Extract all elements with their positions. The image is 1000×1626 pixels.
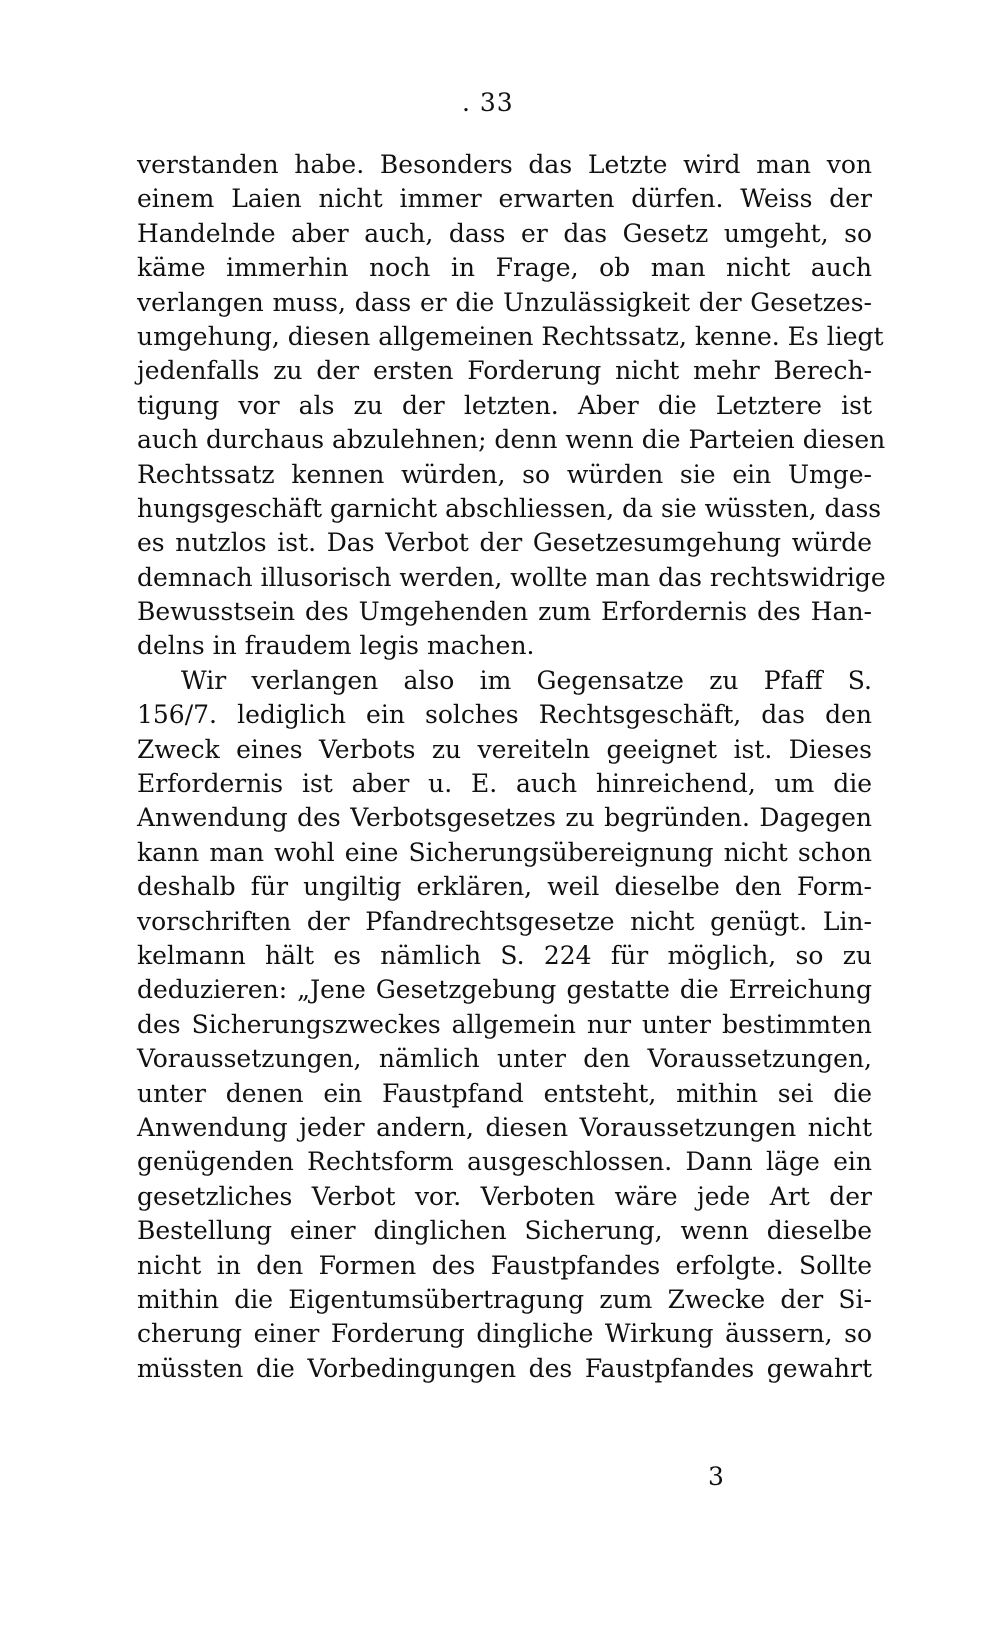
text-line: verlangen muss, dass er die Unzulässigkeit der Gesetzes- [137, 287, 872, 317]
text-line: käme immerhin noch in Frage, ob man nicht auch [137, 253, 872, 283]
text-line: Erfordernis ist aber u. E. auch hinreichend, um die [137, 769, 872, 799]
text-line: kelmann hält es nämlich S. 224 für möglich, so zu [137, 940, 872, 970]
signature-mark: 3 [708, 1462, 724, 1491]
text-line: Bewusstsein des Umgehenden zum Erfordernis des Han- [137, 597, 872, 627]
body-text [137, 148, 886, 1386]
text-line: 156/7. lediglich ein solches Rechtsgeschäft, das den [137, 700, 872, 730]
text-line: einem Laien nicht immer erwarten dürfen. Weiss der [137, 184, 872, 214]
text-line: Voraussetzungen, nämlich unter den Voraussetzungen, [137, 1044, 872, 1074]
text-line: Anwendung des Verbotsgesetzes zu begründen. Dagegen [137, 803, 872, 833]
text-line: kann man wohl eine Sicherungsübereignung nicht schon [137, 837, 872, 867]
text-line: deshalb für ungiltig erklären, weil dieselbe den Form- [137, 872, 872, 902]
text-line: jedenfalls zu der ersten Forderung nicht mehr Berech- [137, 356, 872, 386]
text-line: verstanden habe. Besonders das Letzte wird man von [137, 150, 872, 179]
text-line: vorschriften der Pfandrechtsgesetze nicht genügt. Lin- [137, 906, 872, 936]
text-line: gesetzliches Verbot vor. Verboten wäre jede Art der [137, 1181, 872, 1211]
text-line: hungsgeschäft garnicht abschliessen, da sie wüssten, dass [137, 493, 882, 523]
text-line: mithin die Eigentumsübertragung zum Zwecke der Si- [137, 1284, 872, 1314]
page-number: . 33 [462, 88, 514, 117]
text-line: umgehung, diesen allgemeinen Rechtssatz, kenne. Es liegt [137, 321, 884, 351]
text-line: es nutzlos ist. Das Verbot der Gesetzesumgehung würde [137, 528, 872, 558]
text-line: Rechtssatz kennen würden, so würden sie ein Umge- [137, 459, 872, 489]
text-line: des Sicherungszweckes allgemein nur unter bestimmten [137, 1009, 872, 1039]
text-line: deduzieren: „Jene Gesetzgebung gestatte die Erreichung [137, 975, 872, 1005]
text-line: tigung vor als zu der letzten. Aber die Letztere ist [137, 390, 872, 420]
text-line: demnach illusorisch werden, wollte man das rechtswidrige [137, 562, 886, 592]
text-line: auch durchaus abzulehnen; denn wenn die Parteien diesen [137, 425, 886, 455]
text-line: unter denen ein Faustpfand entsteht, mithin sei die [137, 1078, 872, 1108]
text-line: nicht in den Formen des Faustpfandes erfolgte. Sollte [137, 1250, 872, 1280]
text-line: genügenden Rechtsform ausgeschlossen. Dann läge ein [137, 1147, 872, 1177]
text-line: Anwendung jeder andern, diesen Voraussetzungen nicht [137, 1112, 872, 1142]
text-line: Zweck eines Verbots zu vereiteln geeignet ist. Dieses [137, 734, 872, 764]
text-line: müssten die Vorbedingungen des Faustpfandes gewahrt [137, 1353, 872, 1383]
text-line: Bestellung einer dinglichen Sicherung, wenn dieselbe [137, 1216, 872, 1246]
text-line: cherung einer Forderung dingliche Wirkung äussern, so [137, 1319, 872, 1349]
text-line: Wir verlangen also im Gegensatze zu Pfaff S. [181, 665, 872, 695]
text-line: delns in fraudem legis machen. [137, 631, 535, 661]
text-line: Handelnde aber auch, dass er das Gesetz umgeht, so [137, 218, 872, 248]
